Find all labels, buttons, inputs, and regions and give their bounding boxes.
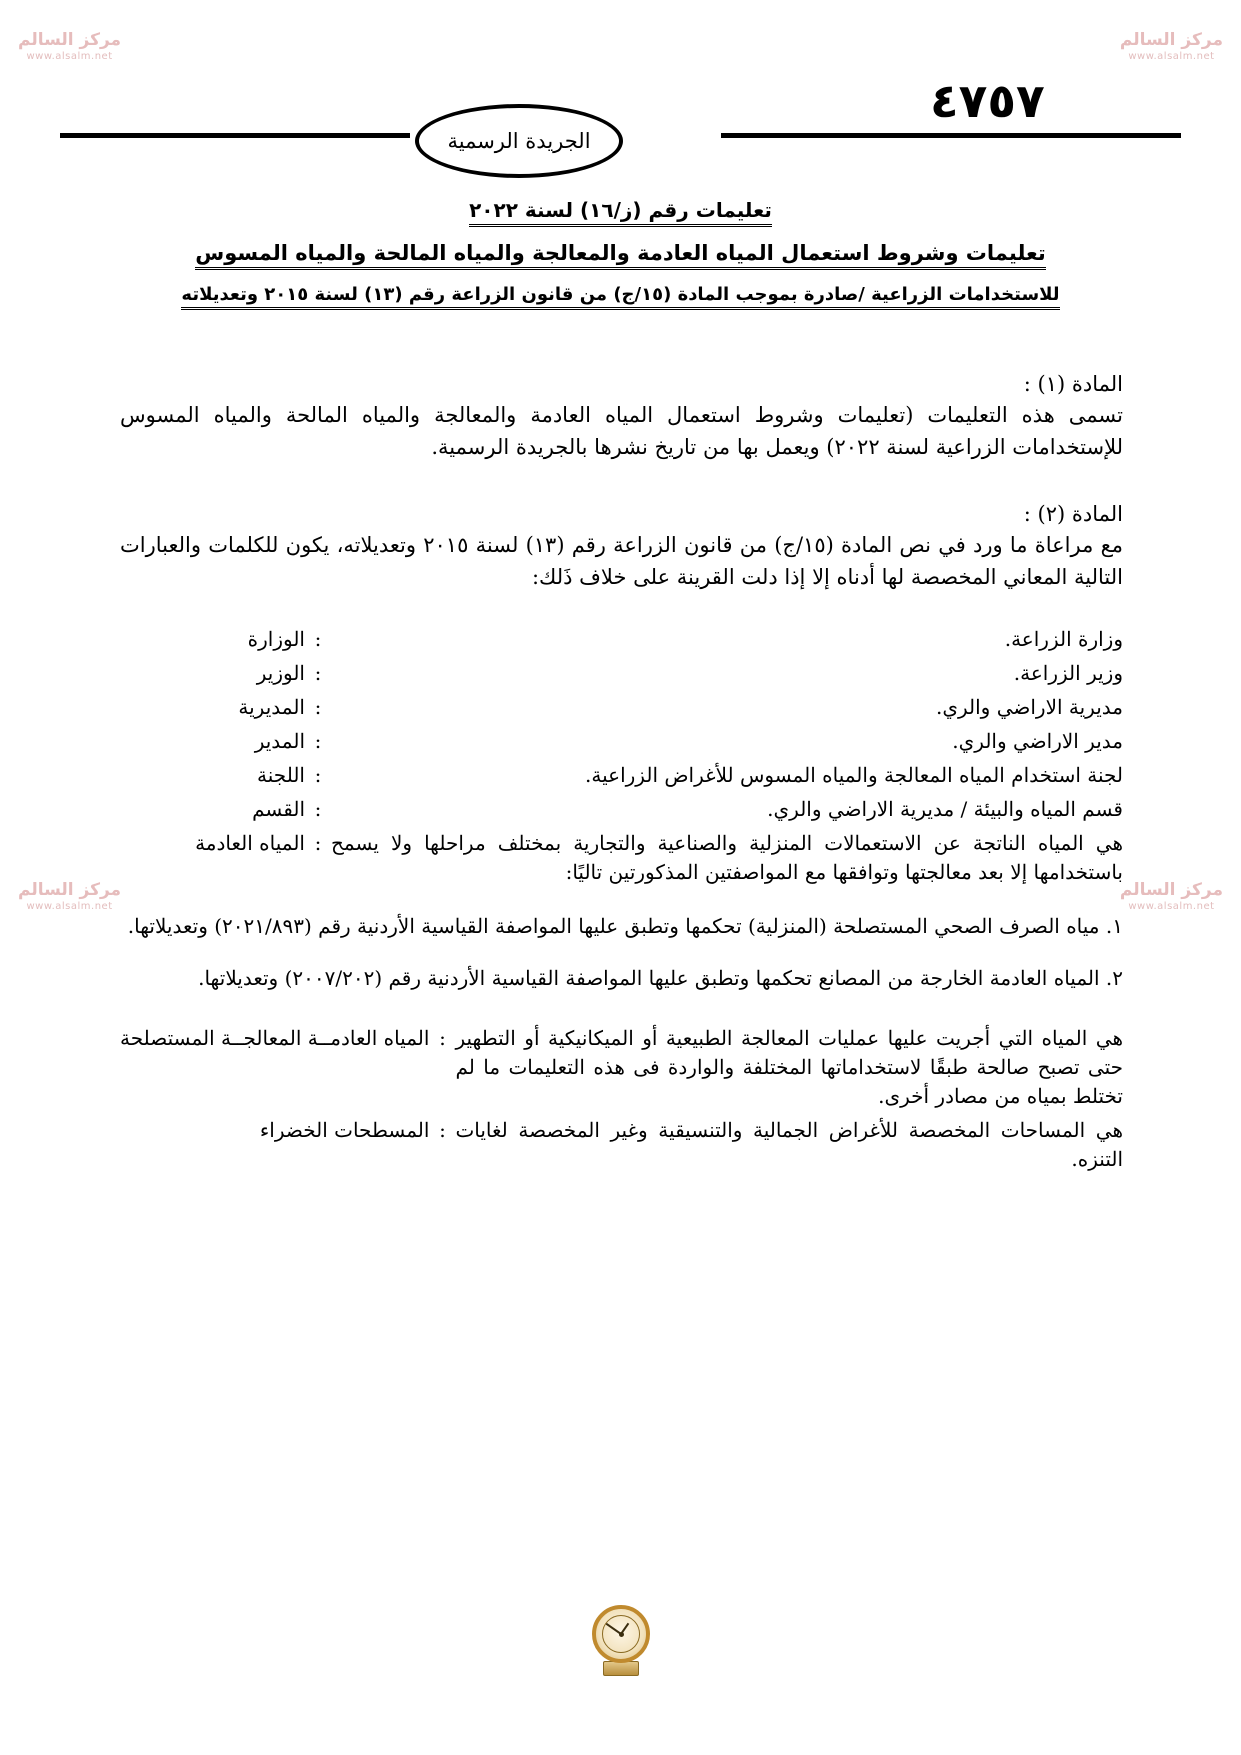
spacer xyxy=(120,468,1123,502)
definition-term: المسطحات الخضراء xyxy=(259,1117,430,1142)
definition-value: وزير الزراعة. xyxy=(1013,660,1123,685)
article-2-body: مع مراعاة ما ورد في نص المادة (١٥/ج) من قانون الزراعة رقم (١٣) لسنة ٢٠١٥ وتعديلاته، يكون للكلمات والعبارات التالية المعاني المخصصة لها أدناه إلا إذا دلت القرينة على خلاف ذَلك: xyxy=(120,532,1123,589)
table-row xyxy=(120,692,1123,726)
page-number: ٤٧٥٧ xyxy=(930,74,1045,129)
title-line-3-text: للاستخدامات الزراعية /صادرة بموجب المادة (١٥/ج) من قانون الزراعة رقم (١٣) لسنة ٢٠١٥ وتعديلاته xyxy=(181,284,1059,310)
watermark-middle-left xyxy=(18,880,121,914)
header-rule-left xyxy=(60,133,410,138)
watermark-text: مركز السالم xyxy=(1119,30,1223,50)
list-item: ١. مياه الصرف الصحي المستصلحة (المنزلية) تحكمها وتطبق عليها المواصفة القياسية الأردنية رقم (٢٠٢١/٨٩٣) وتعديلاتها. xyxy=(127,913,1123,938)
article-2-heading: المادة (٢) : xyxy=(1023,501,1123,526)
definition-term: المدير xyxy=(254,728,305,753)
clock-base xyxy=(603,1661,639,1676)
table-row xyxy=(120,624,1123,658)
watermark-top-right xyxy=(1120,30,1223,64)
title-line-2-text: تعليمات وشروط استعمال المياه العادمة والمعالجة والمياه المالحة والمياه المسوس xyxy=(195,241,1046,270)
article-1-body: تسمى هذه التعليمات (تعليمات وشروط استعمال المياه العادمة والمعالجة والمياه المالحة والمياه المسوس للإستخدامات الزراعية لسنة ٢٠٢٢) ويعمل بها من تاريخ نشرها بالجريدة الرسمية. xyxy=(120,403,1123,459)
definition-colon: : xyxy=(314,694,322,719)
watermark-url: www.alsalm.net xyxy=(26,51,113,63)
definition-value: مديرية الاراضي والري. xyxy=(935,694,1123,719)
definition-colon: : xyxy=(314,762,322,787)
definition-colon: : xyxy=(314,626,322,651)
list-item: ٢. المياه العادمة الخارجة من المصانع تحكمها وتطبق عليها المواصفة القياسية الأردنية رقم (٢٠٠٧/٢٠٢) وتعديلاتها. xyxy=(198,965,1123,990)
numbered-list xyxy=(120,911,1123,993)
gazette-title-text: الجريدة الرسمية xyxy=(447,129,591,153)
definition-value: هي المياه التي أجريت عليها عمليات المعالجة الطبيعية أو الميكانيكية أو التطهير حتى تصبح صالحة طبقًا لاستخداماتها المختلفة والواردة فى هذه التعليمات ما لم تختلط بمياه من مصادر أخرى. xyxy=(455,1025,1123,1108)
definition-value: هي المساحات المخصصة للأغراض الجمالية والتنسيقية وغير المخصصة لغايات التنزه. xyxy=(455,1117,1123,1171)
title-line-1 xyxy=(110,198,1131,227)
definition-value: وزارة الزراعة. xyxy=(1004,626,1123,651)
watermark-url: www.alsalm.net xyxy=(1128,901,1215,913)
definition-term: اللجنة xyxy=(257,762,305,787)
table-row xyxy=(120,760,1123,794)
definition-term: الوزير xyxy=(256,660,305,685)
definition-colon: : xyxy=(314,728,322,753)
table-row xyxy=(120,794,1123,828)
document-title-block xyxy=(110,198,1131,310)
table-row xyxy=(120,658,1123,692)
watermark-url: www.alsalm.net xyxy=(26,901,113,913)
definition-term: الوزارة xyxy=(247,626,305,651)
definition-colon: : xyxy=(439,1025,446,1050)
title-line-3 xyxy=(110,284,1131,310)
definitions-table-tail xyxy=(120,1023,1123,1178)
title-line-2 xyxy=(110,241,1131,270)
definition-value: لجنة استخدام المياه المعالجة والمياه المسوس للأغراض الزراعية. xyxy=(585,762,1123,787)
watermark-url: www.alsalm.net xyxy=(1128,51,1215,63)
watermark-text: مركز السالم xyxy=(18,880,122,900)
document-body xyxy=(120,372,1123,1178)
definition-term: القسم xyxy=(252,796,305,821)
title-line-1-text: تعليمات رقم (ز/١٦) لسنة ٢٠٢٢ xyxy=(469,198,772,227)
watermark-text: مركز السالم xyxy=(1119,880,1223,900)
table-row xyxy=(120,726,1123,760)
clock-center-dot xyxy=(619,1632,624,1637)
definition-colon: : xyxy=(314,830,322,855)
definition-colon: : xyxy=(314,796,322,821)
definition-term: المياه العادمة xyxy=(195,830,305,855)
header-rule-right xyxy=(721,133,1181,138)
table-row xyxy=(120,1023,1123,1115)
definition-term: المديرية xyxy=(238,694,305,719)
definition-value: قسم المياه والبيئة / مديرية الاراضي والري. xyxy=(767,796,1123,821)
definitions-table xyxy=(120,624,1123,891)
clock-logo-icon xyxy=(590,1605,652,1677)
definition-value: مدير الاراضي والري. xyxy=(952,728,1123,753)
watermark-text: مركز السالم xyxy=(18,30,122,50)
clock-face xyxy=(592,1605,650,1663)
watermark-top-left xyxy=(18,30,121,64)
table-row xyxy=(120,1115,1123,1178)
definition-term: المياه العادمــة المعالجــة المستصلحة xyxy=(120,1025,430,1050)
definition-colon: : xyxy=(439,1117,446,1142)
watermark-middle-right xyxy=(1120,880,1223,914)
definition-value: هي المياه الناتجة عن الاستعمالات المنزلية والصناعية والتجارية بمختلف مراحلها ولا يسمح باستخدامها إلا بعد معالجتها وتوافقها مع المواصفتين المذكورتين تاليًا: xyxy=(331,830,1123,884)
article-1-heading: المادة (١) : xyxy=(1023,372,1123,396)
table-row xyxy=(120,828,1123,891)
definition-colon: : xyxy=(314,660,322,685)
gazette-title-badge xyxy=(415,104,623,178)
